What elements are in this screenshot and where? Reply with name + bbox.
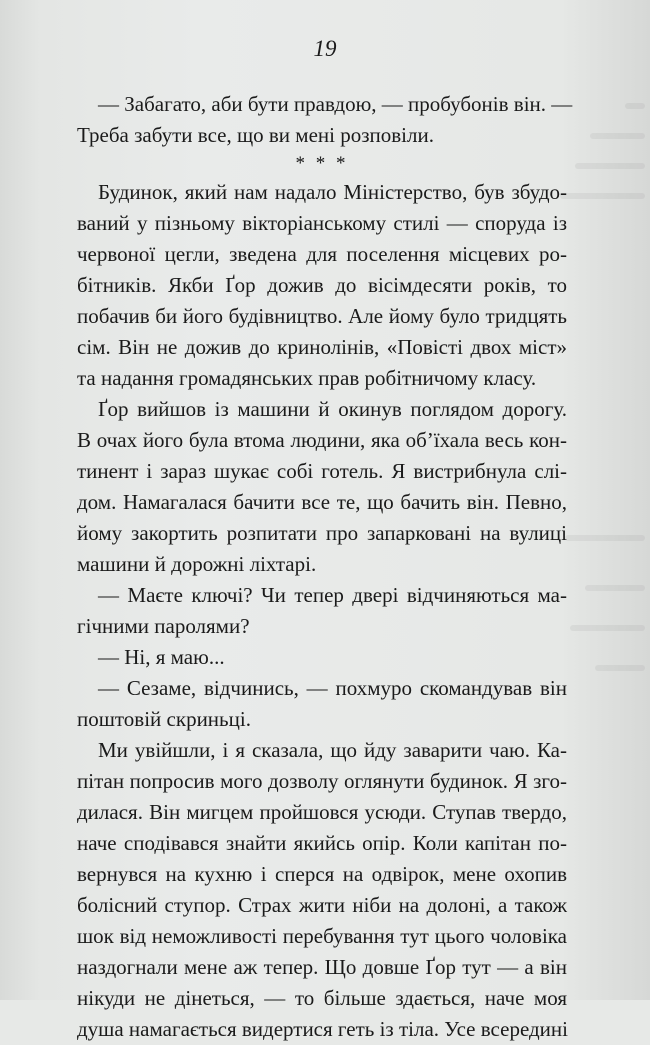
text-line: йому закортить розпитати про запарковані на вулиці [77, 521, 567, 545]
text-line: пітан попросив мого дозволу оглянути будинок. Я зго- [77, 769, 567, 793]
text-line: дом. Намагалася бачити все те, що бачить він. Певно, [77, 490, 567, 514]
text-line: червоної цегли, зведена для поселення місцевих ро- [77, 242, 567, 266]
text-line: ваний у пізньому вікторіанському стилі — споруда із [77, 211, 567, 235]
page-number: 19 [313, 36, 337, 61]
text-line: душа намагається видертися геть із тіла. Усе всередині [77, 1017, 568, 1041]
text-line: сім. Він не дожив до кринолінів, «Повісті двох міст» [77, 335, 567, 359]
text-line: — Маєте ключі? Чи тепер двері відчиняються ма- [98, 583, 567, 607]
text-line: та надання громадянських прав робітничому класу. [77, 366, 537, 390]
text-line: нікуди не дінеться, — то більше здається, наче моя [77, 986, 567, 1010]
text-line: вернувся на кухню і сперся на одвірок, мене охопив [77, 862, 567, 886]
text-line: В очах його була втома людини, яка об’їхала весь кон- [77, 428, 567, 452]
text-line: наздогнали мене аж тепер. Що довше Ґор тут — а він [77, 955, 567, 979]
text-line: гічними паролями? [77, 614, 250, 638]
body-text [77, 89, 573, 1045]
text-line: Ґор вийшов із машини й окинув поглядом дорогу. [98, 397, 567, 421]
text-line: Треба забути все, що ви мені розповіли. [77, 123, 434, 147]
text-line: — Сезаме, відчинись, — похмуро скомандував він [98, 676, 567, 700]
text-line: дилася. Він мигцем пройшовся усюди. Ступав твердо, [77, 800, 567, 824]
text-line: Ми увійшли, і я сказала, що йду заварити чаю. Ка- [98, 738, 567, 762]
text-line: машини й дорожні ліхтарі. [77, 552, 317, 576]
text-line: шок від неможливості перебування тут цього чоловіка [77, 924, 567, 948]
text-line: болісний ступор. Страх жити ніби на долоні, а також [77, 893, 567, 917]
section-divider: * * * [295, 153, 349, 174]
text-line: бітників. Якби Ґор дожив до вісімдесяти років, то [77, 273, 567, 297]
text-line: — Забагато, аби бути правдою, — пробубонів він. — [98, 92, 573, 116]
text-line: наче сподівався знайти якийсь опір. Коли капітан по- [77, 831, 567, 855]
text-line: побачив би його будівництво. Але йому було тридцять [77, 304, 567, 328]
text-line: Будинок, який нам надало Міністерство, був збудо- [98, 180, 567, 204]
text-line: тинент і зараз шукає собі готель. Я вистрибнула слі- [77, 459, 567, 483]
text-line: — Ні, я маю... [98, 645, 225, 669]
text-line: поштовій скриньці. [77, 707, 251, 731]
